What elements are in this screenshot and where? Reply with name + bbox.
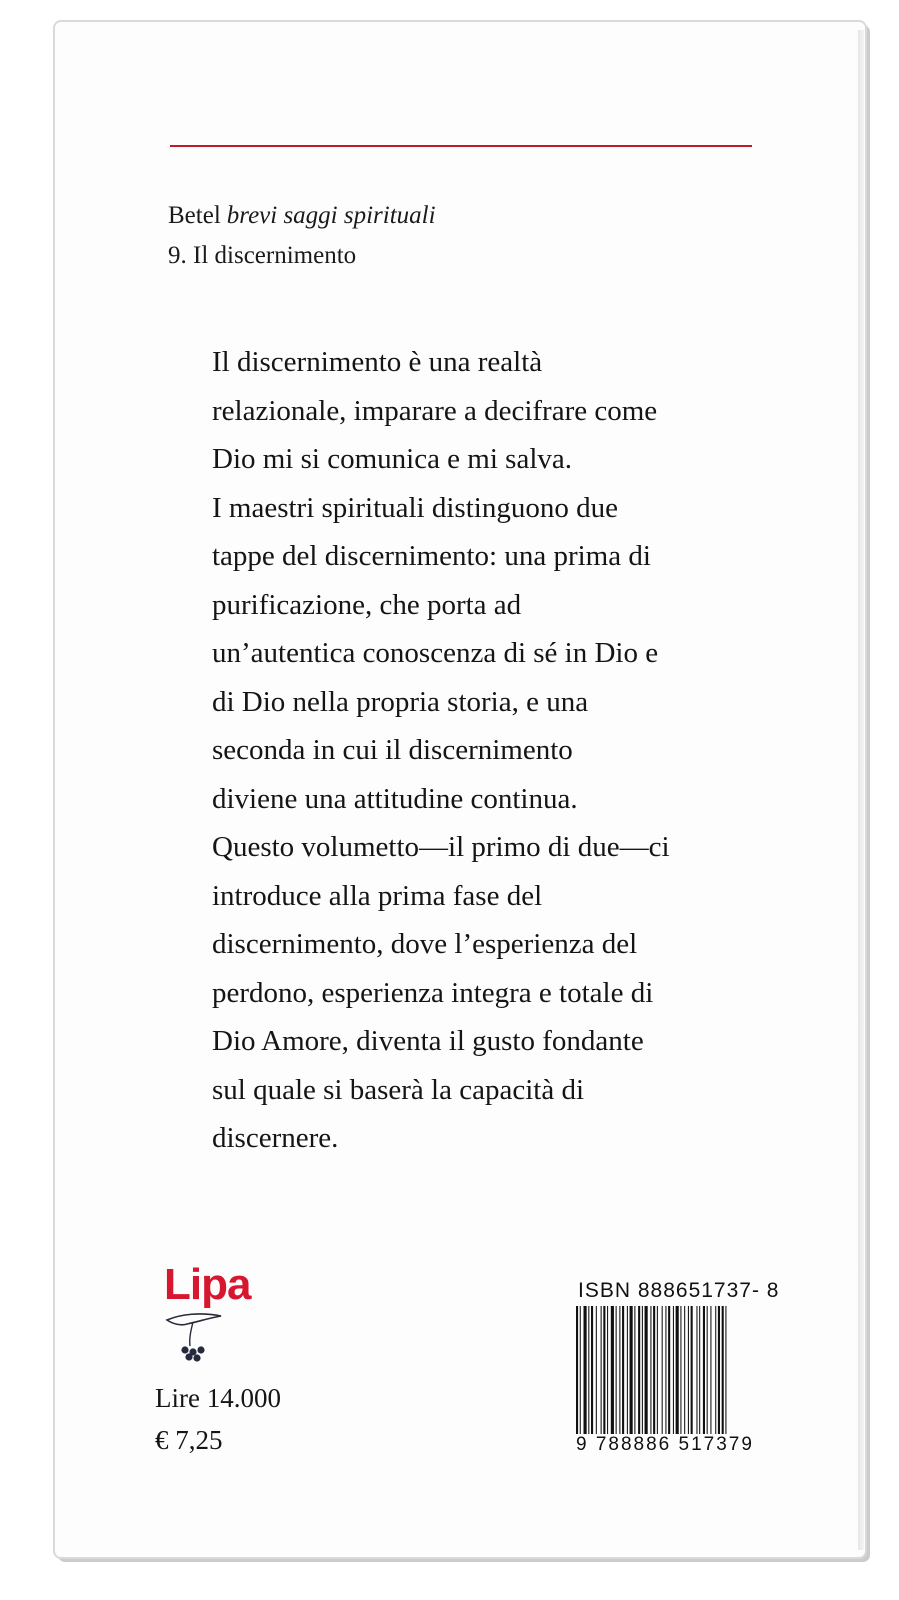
volume-title: 9. Il discernimento	[168, 242, 357, 269]
blurb-line: Questo volumetto—il primo di due—ci	[212, 831, 670, 863]
blurb-text	[212, 338, 732, 1163]
blurb-line: discernimento, dove l’esperienza del	[212, 928, 638, 960]
publisher-logo: Lipa	[164, 1260, 251, 1309]
barcode-icon	[576, 1306, 798, 1434]
blurb-line: relazionale, imparare a decifrare come	[212, 394, 658, 427]
blurb-line: discernere.	[212, 1122, 339, 1154]
isbn-label: ISBN 888651737- 8	[578, 1279, 780, 1302]
blurb-line: Il discernimento è una realtà	[212, 346, 543, 378]
series-subtitle: brevi saggi spirituali	[226, 202, 436, 229]
blurb-line: perdono, esperienza integra e totale di	[212, 976, 654, 1009]
blurb-line: purificazione, che porta ad	[212, 588, 522, 621]
series-name: Betel	[168, 202, 221, 229]
red-divider-rule	[170, 145, 752, 147]
blurb-line: introduce alla prima fase del	[212, 879, 543, 912]
blurb-line: un’autentica conoscenza di sé in Dio e	[212, 637, 659, 669]
branch-with-berries-icon	[163, 1310, 233, 1365]
cover-edge	[858, 30, 864, 1550]
blurb-line: Dio mi si comunica e mi salva.	[212, 443, 573, 475]
blurb-line: seconda in cui il discernimento	[212, 734, 573, 766]
series-heading	[168, 202, 436, 230]
blurb-line: I maestri spirituali distinguono due	[212, 491, 618, 524]
blurb-line: diviene una attitudine continua.	[212, 782, 578, 815]
blurb-line: Dio Amore, diventa il gusto fondante	[212, 1025, 644, 1057]
price-lire: Lire 14.000	[155, 1383, 281, 1413]
blurb-line: di Dio nella propria storia, e una	[212, 685, 589, 718]
blurb-line: sul quale si baserà la capacità di	[212, 1073, 585, 1106]
barcode-digits: 9 788886 517379	[576, 1434, 754, 1455]
price-euro: € 7,25	[155, 1425, 223, 1455]
blurb-line: tappe del discernimento: una prima di	[212, 540, 651, 572]
